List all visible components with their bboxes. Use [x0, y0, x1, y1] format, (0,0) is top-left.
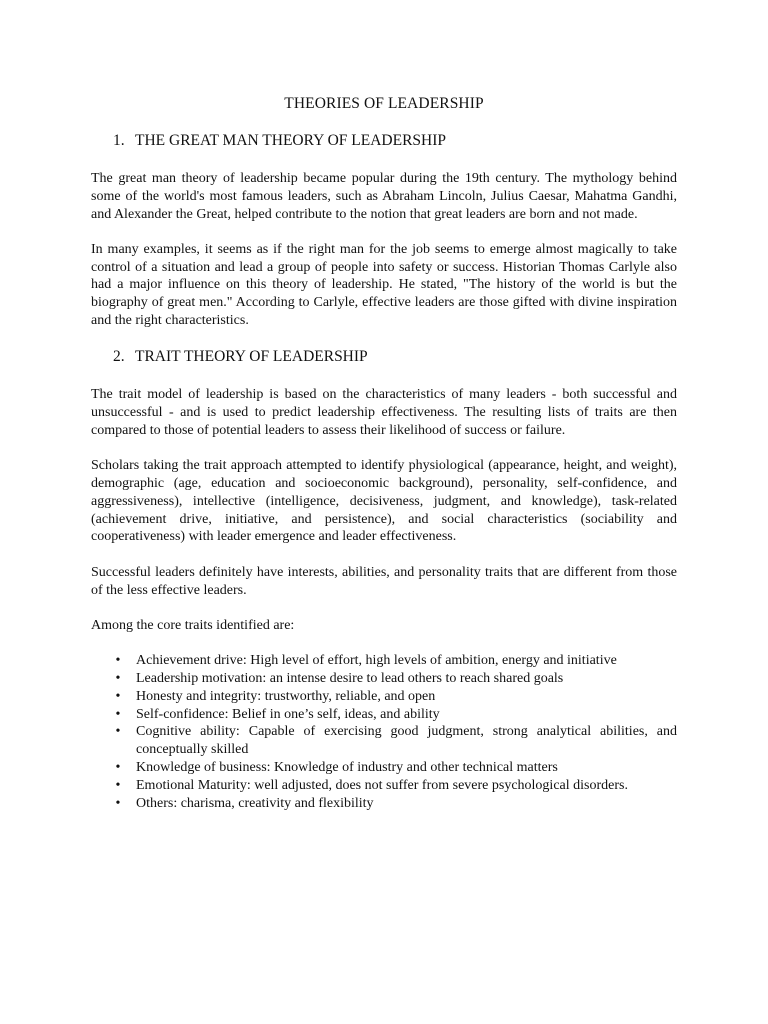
list-item [91, 795, 677, 813]
list-item [91, 652, 677, 670]
list-item-text: Self-confidence: Belief in one’s self, ideas, and ability [136, 706, 440, 722]
paragraph: The trait model of leadership is based on the characteristics of many leaders - both successful and unsuccessful - and is used to predict leadership effectiveness. The resulting lists of traits are then compared to those of potential leaders to assess their likelihood of success or failure. [91, 387, 677, 438]
paragraph: In many examples, it seems as if the right man for the job seems to emerge almost magically to take control of a situation and lead a group of people into safety or success. Historian Thomas Carlyle also had a major influence on this theory of leadership. He stated, "The history of the world is but the biography of great men." According to Carlyle, effective leaders are those gifted with divine inspiration and the right characteristics. [91, 241, 677, 329]
document-body [91, 94, 677, 812]
document-title: THEORIES OF LEADERSHIP [284, 95, 484, 112]
list-item-text: Honesty and integrity: trustworthy, reliable, and open [136, 688, 436, 704]
section-heading [91, 347, 677, 366]
bullet-icon: • [115, 670, 121, 686]
bullet-icon: • [115, 777, 121, 793]
section-title: TRAIT THEORY OF LEADERSHIP [135, 348, 368, 366]
list-item [91, 759, 677, 777]
paragraph: The great man theory of leadership became popular during the 19th century. The mythology behind some of the world's most famous leaders, such as Abraham Lincoln, Julius Caesar, Mahatma Gandhi, and Alexander the Great, helped contribute to the notion that great leaders are born and not made. [91, 171, 677, 222]
list-item [91, 777, 677, 795]
bullet-icon: • [115, 706, 121, 722]
list-item [91, 688, 677, 706]
list-item-text: Knowledge of business: Knowledge of industry and other technical matters [136, 759, 558, 775]
list-item [91, 706, 677, 724]
list-item-text: Cognitive ability: Capable of exercising good judgment, strong analytical abilities, and conceptually skilled [136, 724, 677, 758]
list-item [91, 723, 677, 759]
list-item-text: Others: charisma, creativity and flexibility [136, 795, 374, 811]
section-number: 2. [113, 348, 125, 366]
bullet-icon: • [115, 759, 121, 775]
paragraph: Successful leaders definitely have interests, abilities, and personality traits that are different from those of the less effective leaders. [91, 564, 677, 598]
bullet-icon: • [115, 795, 121, 811]
bullet-icon: • [115, 653, 121, 669]
section-heading [91, 131, 677, 150]
list-item [91, 670, 677, 688]
core-traits-list [91, 652, 677, 812]
list-item-text: Achievement drive: High level of effort, high levels of ambition, energy and initiative [136, 653, 617, 669]
section-title: THE GREAT MAN THEORY OF LEADERSHIP [135, 132, 447, 149]
section-trait-theory [91, 347, 677, 812]
section-number: 1. [113, 132, 125, 149]
paragraph: Among the core traits identified are: [91, 617, 295, 633]
paragraph: Scholars taking the trait approach attempted to identify physiological (appearance, height, and weight), demographic (age, education and socioeconomic background), personality, self-confidence, and aggressiveness), intellective (intelligence, decisiveness, judgment, and knowledge), task-related (achievement drive, initiative, and persistence), and social characteristics (sociability and cooperativeness) with leader emergence and leader effectiveness. [91, 458, 677, 545]
section-great-man-theory [91, 131, 677, 330]
bullet-icon: • [115, 688, 121, 704]
bullet-icon: • [115, 724, 121, 740]
list-item-text: Emotional Maturity: well adjusted, does not suffer from severe psychological disorders. [136, 777, 628, 793]
list-item-text: Leadership motivation: an intense desire to lead others to reach shared goals [136, 670, 564, 686]
